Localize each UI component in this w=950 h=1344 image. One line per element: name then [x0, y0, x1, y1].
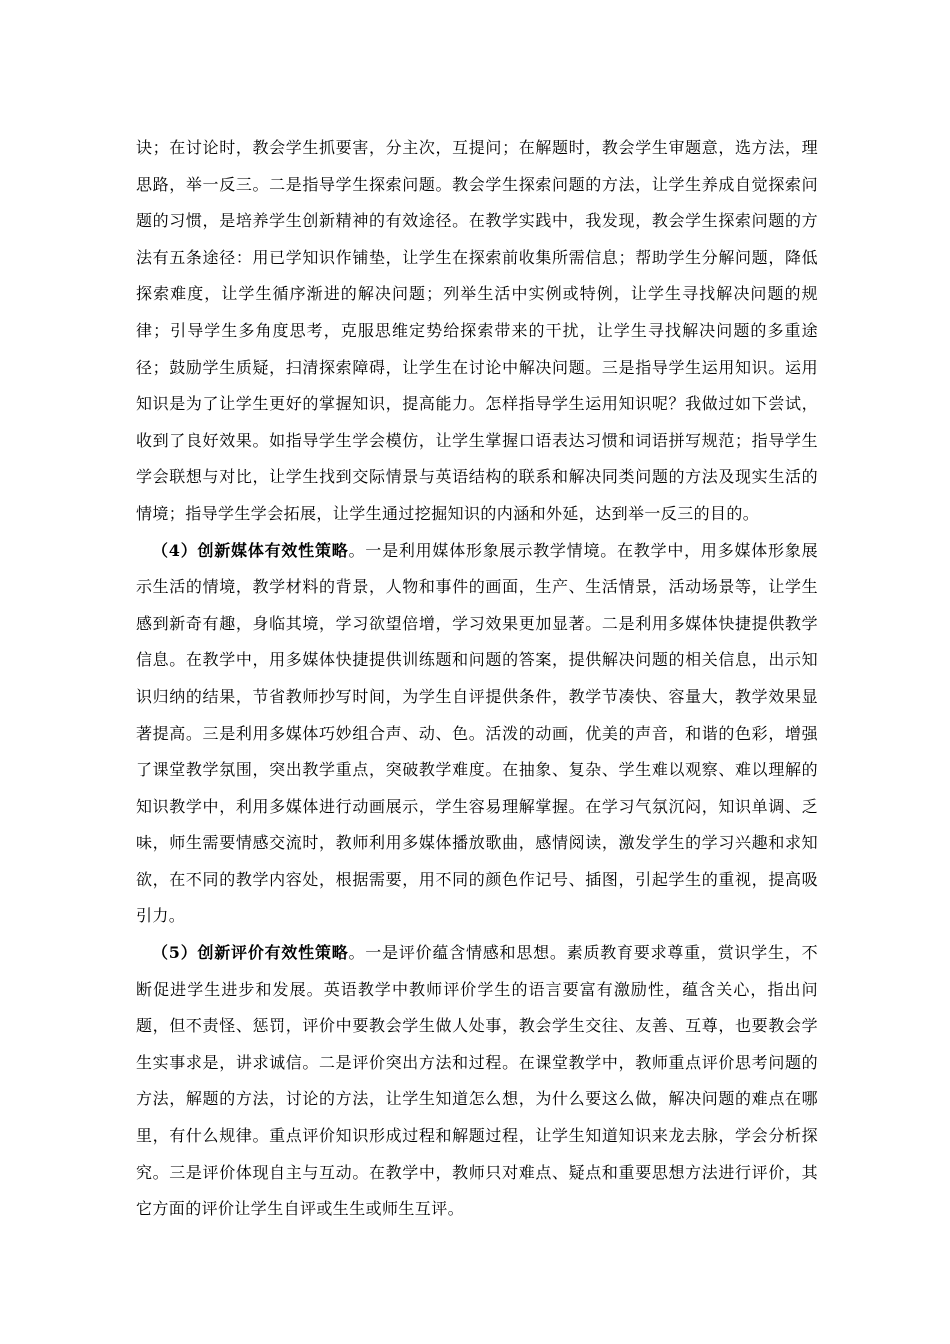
- paragraph-heading: （4）创新媒体有效性策略: [152, 540, 349, 560]
- paragraph-text: 。一是利用媒体形象展示教学情境。在教学中，用多媒体形象展示生活的情境，教学材料的背景，人物和事件的画面，生产、生活情景，活动场景等，让学生感到新奇有趣，身临其境，学习欲望倍增，学习效果更加显著。二是利用多媒体快捷提供教学信息。在教学中，用多媒体快捷提供训练题和问题的答案，提供解决问题的相关信息，出示知识归纳的结果，节省教师抄写时间，为学生自评提供条件，教学节凑快、容量大，教学效果显著提高。三是利用多媒体巧妙组合声、动、色。活泼的动画，优美的声音，和谐的色彩，增强了课堂教学氛围，突出教学重点，突破教学难度。在抽象、复杂、学生难以观察、难以理解的知识教学中，利用多媒体进行动画展示，学生容易理解掌握。在学习气氛沉闷，知识单调、乏味，师生需要情感交流时，教师利用多媒体播放歌曲，感情阅读，激发学生的学习兴趣和求知欲，在不同的教学内容处，根据需要，用不同的颜色作记号、插图，引起学生的重视，提高吸引力。: [136, 540, 819, 926]
- paragraph-evaluation-strategy: [136, 935, 818, 1228]
- paragraph-text: 。一是评价蕴含情感和思想。素质教育要求尊重，赏识学生，不断促进学生进步和发展。英语教学中教师评价学生的语言要富有激励性，蕴含关心，指出问题，但不责怪、惩罚，评价中要教会学生做人处事，教会学生交往、友善、互尊，也要教会学生实事求是，讲求诚信。二是评价突出方法和过程。在课堂教学中，教师重点评价思考问题的方法，解题的方法，讨论的方法，让学生知道怎么想，为什么要这么做，解决问题的难点在哪里，有什么规律。重点评价知识形成过程和解题过程，让学生知道知识来龙去脉，学会分析探究。三是评价体现自主与互动。在教学中，教师只对难点、疑点和重要思想方法进行评价，其它方面的评价让学生自评或生生或师生互评。: [136, 943, 819, 1219]
- paragraph-heading: （5）创新评价有效性策略: [152, 943, 349, 963]
- paragraph-media-strategy: [136, 533, 818, 936]
- paragraph-text: 诀；在讨论时，教会学生抓要害，分主次，互提问；在解题时，教会学生审题意，选方法，理思路，举一反三。二是指导学生探索问题。教会学生探索问题的方法，让学生养成自觉探索问题的习惯，是培养学生创新精神的有效途径。在教学实践中，我发现，教会学生探索问题的方法有五条途径：用已学知识作铺垫，让学生在探索前收集所需信息；帮助学生分解问题，降低探索难度，让学生循序渐进的解决问题；列举生活中实例或特例，让学生寻找解决问题的规律；引导学生多角度思考，克服思维定势给探索带来的干扰，让学生寻找解决问题的多重途径；鼓励学生质疑，扫清探索障碍，让学生在讨论中解决问题。三是指导学生运用知识。运用知识是为了让学生更好的掌握知识，提高能力。怎样指导学生运用知识呢？我做过如下尝试，收到了良好效果。如指导学生学会模仿，让学生掌握口语表达习惯和词语拼写规范；指导学生学会联想与对比，让学生找到交际情景与英语结构的联系和解决同类问题的方法及现实生活的情境；指导学生学会拓展，让学生通过挖掘知识的内涵和外延，达到举一反三的目的。: [136, 138, 818, 523]
- paragraph-continuation: [136, 130, 818, 533]
- document-page: [136, 130, 818, 1228]
